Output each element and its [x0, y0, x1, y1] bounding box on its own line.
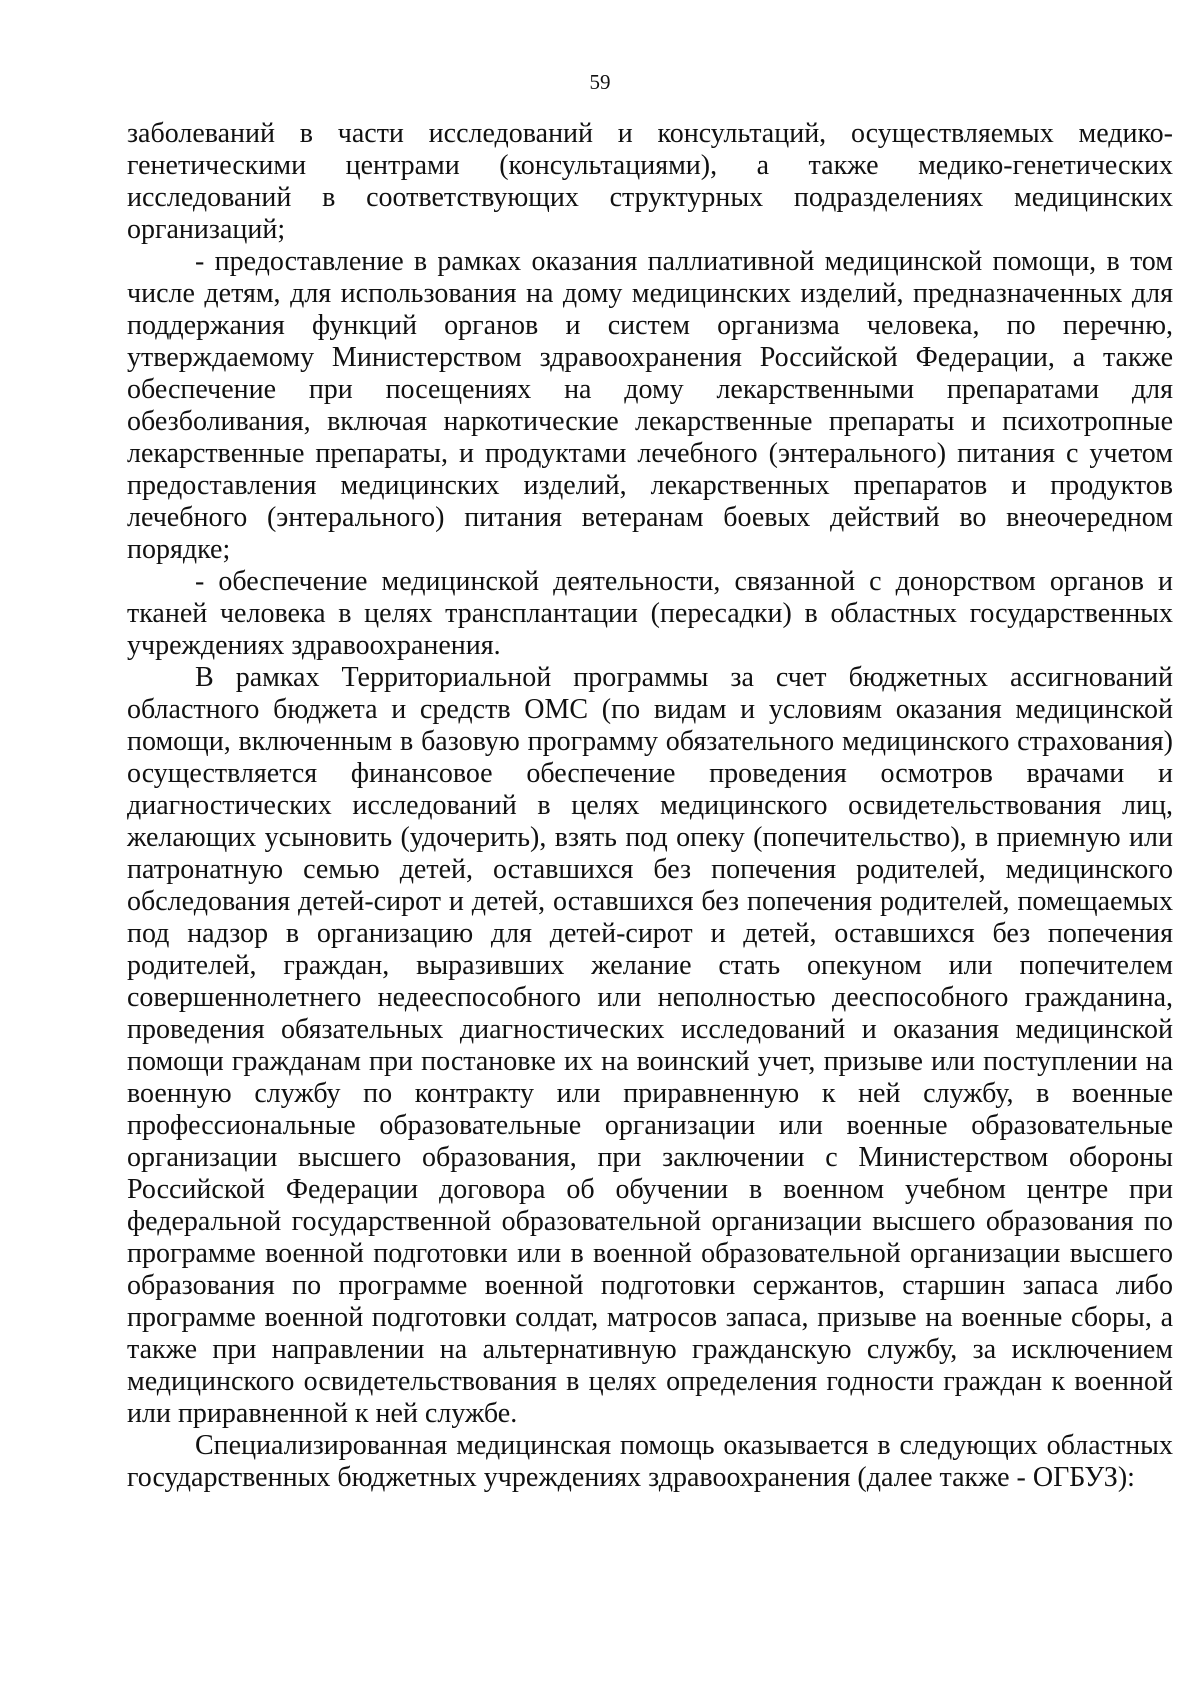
- paragraph-organ-donation: - обеспечение медицинской деятельности, связанной с донорством органов и тканей человека в целях трансплантации (пересадки) в областных государственных учреждениях здравоохранения.: [127, 566, 1173, 661]
- paragraph-specialized-care: Специализированная медицинская помощь оказывается в следующих областных государственных бюджетных учреждениях здравоохранения (далее также - ОГБУЗ):: [127, 1430, 1173, 1493]
- page-number: 59: [589, 70, 611, 94]
- document-body: [127, 118, 1173, 1494]
- paragraph-continuation: заболеваний в части исследований и консультаций, осуществляемых медико-генетическими центрами (консультациями), а также медико-генетических исследований в соответствующих структурных подразделениях медицинских организаций;: [127, 118, 1173, 245]
- paragraph-palliative-care: - предоставление в рамках оказания паллиативной медицинской помощи, в том числе детям, для использования на дому медицинских изделий, предназначенных для поддержания функций органов и систем организма человека, по перечню, утверждаемому Министерством здравоохранения Российской Федерации, а также обеспечение при посещениях на дому лекарственными препаратами для обезболивания, включая наркотические лекарственные препараты и психотропные лекарственные препараты, и продуктами лечебного (энтерального) питания с учетом предоставления медицинских изделий, лекарственных препаратов и продуктов лечебного (энтерального) питания ветеранам боевых действий во внеочередном порядке;: [127, 246, 1173, 565]
- paragraph-territorial-program: В рамках Территориальной программы за счет бюджетных ассигнований областного бюджета и средств ОМС (по видам и условиям оказания медицинской помощи, включенным в базовую программу обязательного медицинского страхования) осуществляется финансовое обеспечение проведения осмотров врачами и диагностических исследований в целях медицинского освидетельствования лиц, желающих усыновить (удочерить), взять под опеку (попечительство), в приемную или патронатную семью детей, оставшихся без попечения родителей, медицинского обследования детей-сирот и детей, оставшихся без попечения родителей, помещаемых под надзор в организацию для детей-сирот и детей, оставшихся без попечения родителей, граждан, выразивших желание стать опекуном или попечителем совершеннолетнего недееспособного или неполностью дееспособного гражданина, проведения обязательных диагностических исследований и оказания медицинской помощи гражданам при постановке их на воинский учет, призыве или поступлении на военную службу по контракту или приравненную к ней службу, в военные профессиональные образовательные организации или военные образовательные организации высшего образования, при заключении с Министерством обороны Российской Федерации договора об обучении в военном учебном центре при федеральной государственной образовательной организации высшего образования по программе военной подготовки или в военной образовательной организации высшего образования по программе военной подготовки сержантов, старшин запаса либо программе военной подготовки солдат, матросов запаса, призыве на военные сборы, а также при направлении на альтернативную гражданскую службу, за исключением медицинского освидетельствования в целях определения годности граждан к военной или приравненной к ней службе.: [127, 662, 1173, 1429]
